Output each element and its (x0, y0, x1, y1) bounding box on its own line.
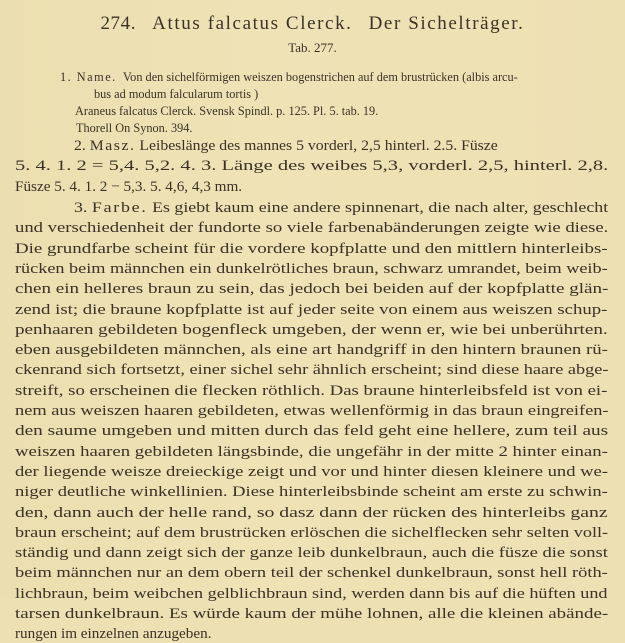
color-line-14: niger deutliche winkellinien. Diese hinterleibsbinde scheint am erste zu schwin- (15, 483, 608, 501)
name-line-1 (60, 70, 580, 85)
color-line-8: ckenrand sich fortsetzt, einer sichel sehr ähnlich erscheint; sind diese haare abge- (15, 361, 609, 379)
plate-reference: Tab. 277. (288, 40, 337, 55)
color-line-10: nem aus weiszen haaren gebildeten, etwas wellenförmig in das braun eingreifen- (15, 402, 609, 419)
color-line-21: rungen im einzelnen anzugeben. (15, 625, 212, 643)
color-line-18: beim männchen nur an dem obern teil der schenkel dunkelbraun, sonst hell röth- (15, 564, 608, 582)
size-label-num: 2. (74, 137, 86, 154)
color-line-7: eben ausgebildeten männchen, als eine art handgriff in den hintern braunen rü- (15, 341, 608, 359)
size-line-2: 5. 4. 1. 2 = 5,4. 5,2. 4. 3. Länge des weibes 5,3, vorderl. 2,5, hinterl. 2,8. (15, 157, 609, 174)
name-line-2: bus ad modum falcularum tortis ) (94, 87, 259, 101)
color-line-11: den saume umgeben und mitten durch das feld geht eine hellere, zum teil aus (15, 422, 609, 440)
synonym-line-1: Araneus falcatus Clerck. Svensk Spindl. p. 125. Pl. 5. tab. 19. (75, 104, 379, 118)
german-name: Der Sichelträger. (368, 13, 525, 34)
size-line-1 (74, 137, 608, 155)
size-label: Masz. (89, 137, 136, 154)
color-line-6: penhaaren gebildeten bogenfleck umgeben, der wenn er, wie bei unberührten. (15, 320, 608, 338)
color-line-13: der liegende weisze dreieckige zeigt und vor und hinter diesen kleinere und we- (15, 462, 608, 480)
color-line-16: braun erscheint; auf dem brustrücken erlöschen die sichelflecken sehr selten voll- (15, 523, 609, 541)
species-name: Attus falcatus Clerck. (152, 13, 353, 34)
size-text-0: Leibeslänge des mannes 5 vorderl, 2,5 hinterl. 2.5. Füsze (139, 137, 498, 154)
color-line-2: Die grundfarbe scheint für die vordere kopfplatte und den mittlern hinterleibs- (15, 239, 608, 257)
color-line-17: ständig und dann zeigt sich der ganze leib dunkelbraun, auch die füsze die sonst (15, 544, 608, 562)
color-line-19: lichbraun, beim weibchen gelblichbraun sind, werden dann bis auf die hüften und (15, 584, 608, 602)
color-line-3: rücken beim männchen ein dunkelrötliches braun, schwarz umrandet, beim weib- (15, 259, 608, 277)
color-line-9: streift, so erscheinen die flecken röthlich. Das braune hinterleibsfeld ist von ei- (15, 381, 608, 399)
color-label: Farbe. (91, 199, 148, 216)
color-line-5: zend ist; die braune kopfplatte ist auf jeder seite von einem aus weiszen schup- (15, 300, 608, 318)
color-line-20: tarsen dunkelbraun. Es würde kaum der mühe lohnen, alle die kleinen abände- (15, 605, 609, 622)
entry-number: 274. (100, 13, 137, 34)
color-line-15: den, dann auch der helle rand, so dasz dann der rücken des hinterleibs ganz (15, 503, 608, 521)
name-label: 1. Name. (60, 70, 117, 84)
size-line-3: Füsze 5. 4. 1. 2 − 5,3. 5. 4,6, 4,3 mm. (15, 178, 243, 195)
color-label-num: 3. (74, 199, 88, 216)
page-title (0, 13, 625, 35)
synonym-line-2: Thorell On Synon. 394. (76, 121, 193, 135)
color-line-1: und verschiedenheit der fundorte so viele farbenabänderungen zeigte wie diese. (15, 219, 609, 237)
color-text-0: Es giebt kaum eine andere spinnenart, die nach alter, geschlecht (152, 199, 609, 216)
color-line-4: chen ein helleres braun zu sein, das jedoch bei beiden auf der kopfplatte glän- (15, 280, 609, 298)
color-line-0 (74, 199, 608, 217)
color-line-12: weiszen haaren gebildeten längsbinde, die ungefähr in der mitte 2 hinter einan- (15, 442, 608, 460)
name-text-1: Von den sichelförmigen weiszen bogenstrichen auf dem brustrücken (albis arcu- (122, 70, 518, 84)
